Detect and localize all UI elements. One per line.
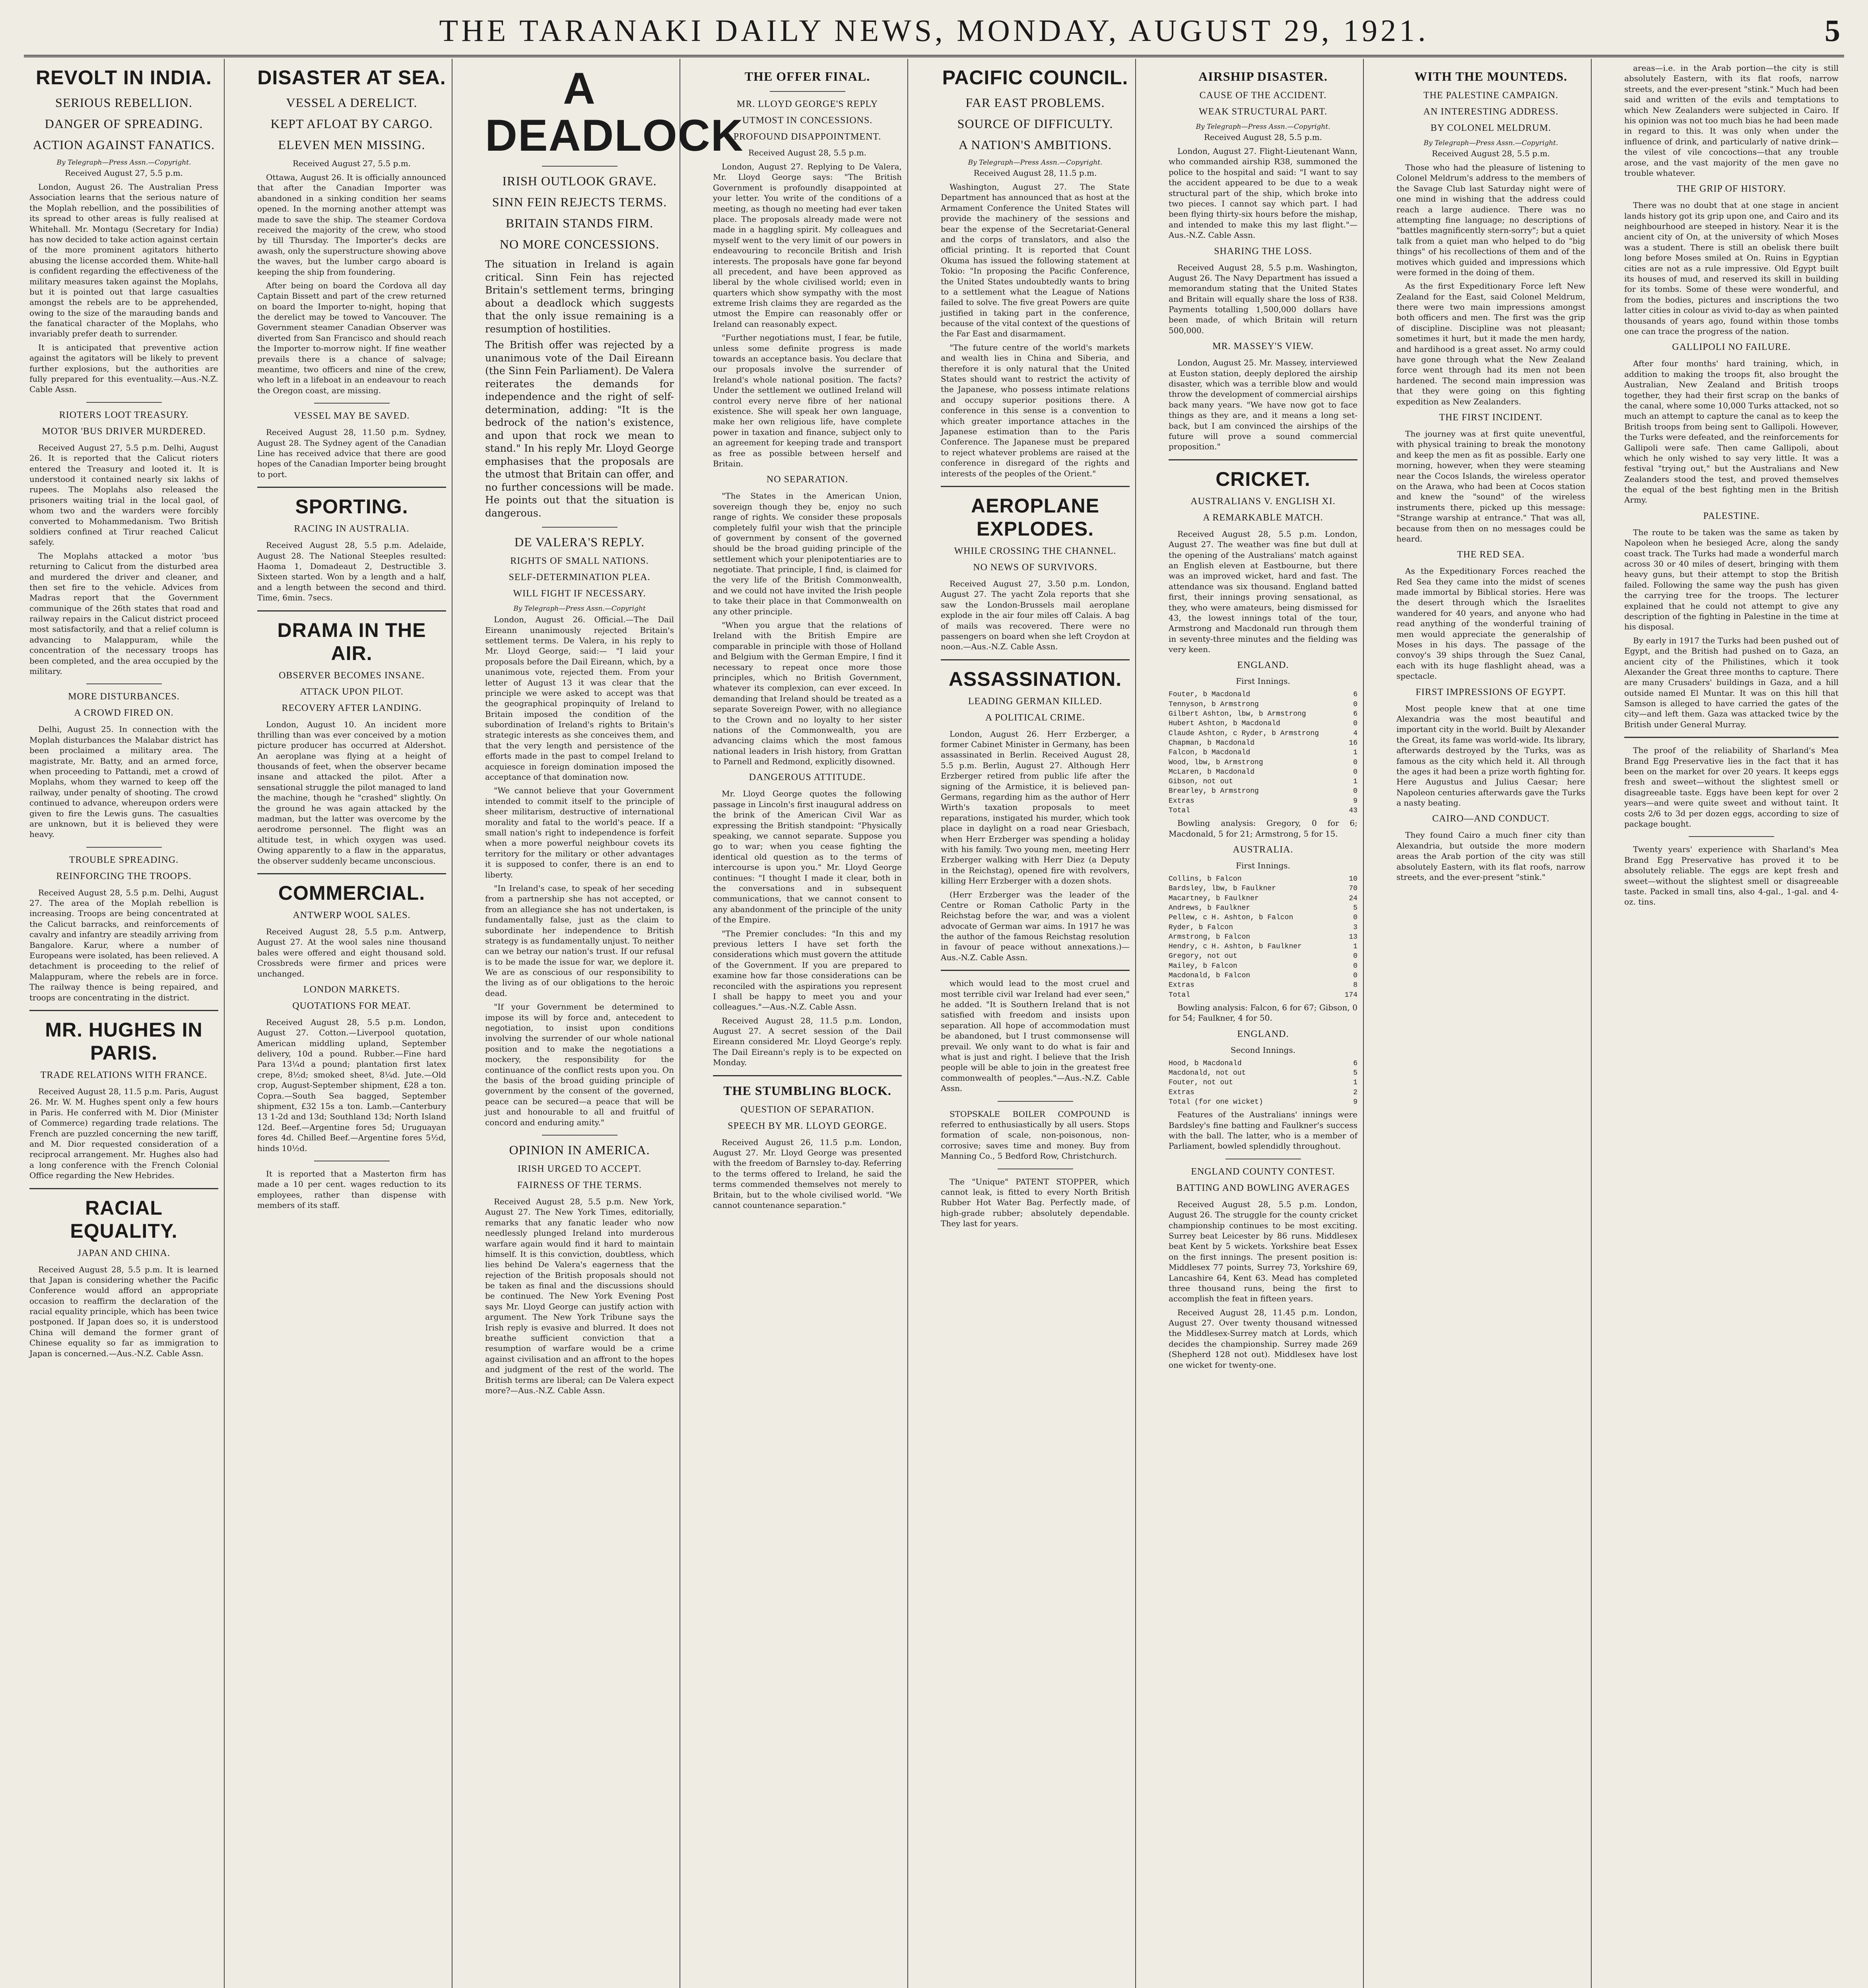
runs-value: 70 — [1349, 885, 1357, 893]
batsman-entry: Total — [1169, 991, 1190, 999]
article-paragraph: Received August 28, 5.5 p.m. Adelaide, August 28. The National Steeples resulted: Haoma 1, Domadeaut 2, Destructible 3. Sixteen started. Won by a length and a half, and a length between the second and third. Time, 6min. 7secs. — [257, 540, 446, 603]
score-row — [1169, 719, 1357, 728]
article-paragraph: "Further negotiations must, I fear, be futile, unless some definite progress is made towards an acceptance basis. You declare that our proposals involve the surrender of Ireland's whole national position. The facts? Under the settlement we outlined Ireland will control every nerve fibre of her national existence. She will speak her own language, make her own religious life, have complete power in taxation and finance, subject only to an agreement for keeping trade and transport as free as possible between herself and Britain. — [713, 333, 902, 468]
subhead: BY COLONEL MELDRUM. — [1430, 123, 1551, 133]
article-paragraph: Received August 28, 5.5 p.m. London, August 27. The weather was fine but dull at the opening of the Australians' match against an English eleven at Eastbourne, but there was an improved wicket, hard and fast. The attendance was six thousand. England batted first, their innings proving sensational, as they, who were amateurs, being dismissed for 43, the lowest innings total of the tour, Armstrong and Macdonald run through them in seventy-three minutes and the fielding was very keen. — [1169, 529, 1357, 654]
article-paragraph: Features of the Australians' innings were Bardsley's fine batting and Faulkner's success with the ball. The latter, who is a member of Parliament, bowled splendidly throughout. — [1169, 1110, 1357, 1151]
subhead: MR. MASSEY'S VIEW. — [1212, 341, 1314, 352]
batsman-entry: Fouter, b Macdonald — [1169, 691, 1251, 699]
headline-racial-equality: RACIAL EQUALITY. — [70, 1196, 178, 1242]
article-paragraph: London, August 27. Flight-Lieutenant Wann, who commanded airship R38, summoned the police to the hospital and said: "I want to say the accident appeared to be due to a weak structural part of the ship, which broke into two pieces. I cannot say which part. I had been flying thirty-six hours before the mishap, and intended to make this my last flight."—Aus.-N.Z. Cable Assn. — [1169, 146, 1357, 240]
batsman-entry: Fouter, not out — [1169, 1079, 1233, 1087]
subhead: A POLITICAL CRIME. — [985, 712, 1085, 723]
runs-value: 0 — [1353, 914, 1357, 922]
article-paragraph: As the first Expeditionary Force left New Zealand for the East, said Colonel Meldrum, there were two main impressions amongst both officers and men. The first was the grip of discipline. Discipline was not pleasant; sometimes it hurt, but it made the men hardy, and hardihood is a great asset. No army could have gone through what the New Zealand force went through had its men not been hardened. The second main impression was that they were going on this fighting expedition as New Zealanders. — [1396, 281, 1585, 406]
subhead: FAR EAST PROBLEMS. — [965, 95, 1105, 110]
divider — [542, 1135, 617, 1136]
batsman-entry: Brearley, b Armstrong — [1169, 787, 1259, 796]
runs-value: 1 — [1353, 749, 1357, 757]
scorecard-team: ENGLAND. — [1237, 1029, 1289, 1039]
subhead: FAIRNESS OF THE TERMS. — [517, 1180, 642, 1190]
article-paragraph: Received August 27, 3.50 p.m. London, August 27. The yacht Zola reports that she saw the London-Brussels mail aeroplane explode in the air four miles off Calais. A bag of mails was recovered. There were no passengers on board when she left Croydon at noon.—Aus.-N.Z. Cable Assn. — [941, 579, 1130, 652]
article-paragraph: London, August 25. Mr. Massey, interviewed at Euston station, deeply deplored the airship disaster, which was a terrible blow and would throw the development of commercial airships back many years. "We have now got to face things as they are, and it means a long set-back, but I am convinced the airships of the future will prove a sound commercial proposition." — [1169, 358, 1357, 452]
batsman-entry: Falcon, b Macdonald — [1169, 749, 1251, 757]
subhead: KEPT AFLOAT BY CARGO. — [270, 116, 433, 131]
article-paragraph: London, August 10. An incident more thrilling than was ever conceived by a motion picture producer has occurred at Aldershot. An aeroplane was flying at a height of thousands of feet, when the observer became insane and attacked the pilot. After a sensational struggle the pilot managed to land the machine, though he "crashed" slightly. On the ground he was again attacked by the madman, but the latter was overcome by the aerodrome personnel. The flight was an altitude test, in which oxygen was used. Owing apparently to a flaw in the apparatus, the observer suddenly became unconscious. — [257, 719, 446, 866]
byline: By Telegraph—Press Assn.—Copyright. — [1423, 139, 1558, 147]
article-paragraph: Received August 28, 11.5 p.m. London, August 27. A secret session of the Dail Eireann considered Mr. Lloyd George's reply. The Dail Eireann's reply is to be expected on Monday. — [713, 1015, 902, 1068]
batsman-entry: Collins, b Falcon — [1169, 875, 1242, 883]
subhead: BATTING AND BOWLING AVERAGES — [1176, 1182, 1350, 1193]
divider — [257, 873, 446, 874]
score-row — [1169, 1078, 1357, 1087]
headline-aeroplane-explodes: AEROPLANE EXPLODES. — [971, 494, 1099, 540]
article-paragraph: Received August 28, 11.50 p.m. Sydney, August 28. The Sydney agent of the Canadian Line has received advice that there are good hopes of the Canadian Importer being brought to port. — [257, 427, 446, 479]
article-paragraph: "The future centre of the world's markets and wealth lies in China and Siberia, and therefore it is only natural that the United States should want to restrict the activity of the Japanese, who possess intimate relations and occupy superior positions there. A conference in this sense is a convention to which greater importance attaches in the Japanese estimation than to the Paris Conference. The Japanese must be prepared to reject whatever problems are raised at the conference in disregard of the rights and interests of the peoples of the Orient." — [941, 342, 1130, 478]
score-row — [1169, 1068, 1357, 1078]
subhead: SINN FEIN REJECTS TERMS. — [492, 195, 667, 210]
article-paragraph: "The Premier concludes: "In this and my previous letters I have set forth the considerations which must govern the attitude of the Government. If you are prepared to examine how far those considerations can be reconciled with the aspirations you represent I shall be happy to meet you and your colleagues."—Aus.-N.Z. Cable Assn. — [713, 928, 902, 1012]
article-paragraph: Received August 28, 5.5 p.m. New York, August 27. The New York Times, editorially, remarks that any fanatic leader who now needlessly plunged Ireland into murderous warfare again would find it hard to maintain himself. It is this conviction, doubtless, which lies behind De Valera's eagerness that the rejection of the British proposals should not be taken as final and the discussions should be continued. The New York Evening Post says Mr. Lloyd George can justify action with argument. The New York Tribune says the Irish reply is evasive and blurred. It does not breathe sufficient conviction that a resumption of warfare would be a crime against civilisation and an affront to the hopes and judgment of the rest of the world. The British terms are liberal; can De Valera expect more?—Aus.-N.Z. Cable Assn. — [485, 1196, 674, 1395]
article-paragraph: "We cannot believe that your Government intended to commit itself to the principle of sheer militarism, destructive of international morality and fatal to the world's peace. If a small nation's right to independence is forfeit when a more powerful neighbour covets its territory for the military or other advantages it is supposed to confer, there is an end to liberty. — [485, 786, 674, 879]
runs-value: 0 — [1353, 787, 1357, 796]
divider — [257, 487, 446, 488]
subhead: A NATION'S AMBITIONS. — [958, 138, 1112, 152]
subhead: FIRST IMPRESSIONS OF EGYPT. — [1416, 687, 1566, 697]
headline-pacific-council: PACIFIC COUNCIL. — [942, 66, 1128, 89]
subhead: REINFORCING THE TROOPS. — [56, 871, 192, 881]
headline-a-deadlock: A DEADLOCK — [485, 64, 744, 160]
batsman-entry: Chapman, b Macdonald — [1169, 739, 1255, 747]
subhead: VESSEL MAY BE SAVED. — [293, 411, 410, 421]
runs-value: 6 — [1353, 691, 1357, 699]
divider — [941, 659, 1130, 660]
score-row — [1169, 932, 1357, 942]
runs-value: 43 — [1349, 807, 1357, 815]
article-paragraph: Received August 28, 11.5 p.m. Paris, August 26. Mr. W. M. Hughes spent only a few hours in Paris. He conferred with M. Dior (Minister of Commerce) regarding trade relations. The French are puzzled concerning the new tariff, and M. Dior requested consideration of a reciprocal arrangement. Mr. Hughes also had a long conference with the French Colonial Office regarding the New Hebrides. — [29, 1087, 218, 1180]
divider — [713, 1075, 902, 1076]
article-paragraph: Received August 28, 5.5 p.m. Antwerp, August 27. At the wool sales nine thousand bales were offered and eight thousand sold. Crossbreds were firmer and prices were unchanged. — [257, 926, 446, 978]
subhead: OBSERVER BECOMES INSANE. — [279, 670, 425, 681]
headline-revolt-in-india: REVOLT IN INDIA. — [36, 66, 212, 89]
batsman-entry: Gibson, not out — [1169, 778, 1233, 786]
subhead: PALESTINE. — [1703, 511, 1760, 521]
subhead: LEADING GERMAN KILLED. — [968, 696, 1103, 707]
runs-value: 2 — [1353, 1088, 1357, 1097]
subhead: ELEVEN MEN MISSING. — [278, 138, 425, 152]
article-paragraph: Received August 28, 11.45 p.m. London, August 27. Over twenty thousand witnessed the Middlesex-Surrey match at Lords, which decides the championship. Surrey made 269 (Shepherd 128 not out). Middlesex have lost one wicket for twenty-one. — [1169, 1307, 1357, 1370]
dateline: Received August 28, 5.5 p.m. — [1204, 132, 1322, 142]
subhead: CAUSE OF THE ACCIDENT. — [1199, 90, 1327, 101]
article-paragraph: Received August 28, 5.5 p.m. Washington, August 26. The Navy Department has issued a memorandum stating that the United States and Britain will equally share the loss of R38. Payments totalling 1,500,000 dollars have been made, of which Britain will return 500,000. — [1169, 262, 1357, 335]
scorecard-innings: First Innings. — [1236, 676, 1290, 686]
divider — [314, 403, 390, 404]
scorecard-team: ENGLAND. — [1237, 660, 1289, 671]
dateline: Received August 28, 5.5 p.m. — [1431, 149, 1550, 158]
subhead: PROFOUND DISAPPOINTMENT. — [733, 132, 882, 142]
score-row — [1169, 971, 1357, 980]
headline-with-the-mounteds: WITH THE MOUNTEDS. — [1414, 69, 1567, 83]
article-paragraph: The Moplahs attacked a motor 'bus returning to Calicut from the disturbed area and murdered the driver and cleaner, and then set fire to the vehicle. Advices from Madras report that the Government communique of the 26th states that road and railway repairs in the Calicut district proceed most satisfactorily, and that a relief column is advancing to Malappuram, while the concentration of the necessary troops has been completed, and the area occupied by the military. — [29, 551, 218, 676]
article-paragraph: London, August 26. The Australian Press Association learns that the serious nature of the Moplah rebellion, and the possibilities of its spread to other areas is fully realised at Whitehall. Mr. Montagu (Secretary for India) has now decided to take action against certain of the more prominent agitators hitherto abusing the license accorded them. White-hall is confident regarding the effectiveness of the military measures taken against the Moplahs, but it is pointed out that large casualties amongst the rebels are to be apprehended, owing to the size of the marauding bands and the fanatical character of the Moplahs, who invariably prefer death to surrender. — [29, 182, 218, 339]
subhead: BRITAIN STANDS FIRM. — [505, 216, 654, 231]
runs-value: 1 — [1353, 778, 1357, 786]
runs-value: 9 — [1353, 1098, 1357, 1106]
article-paragraph: Received August 26, 11.5 p.m. London, August 27. Mr. Lloyd George was presented with the freedom of Barnsley to-day. Referring to the terms offered to Ireland, he said the terms commended themselves not merely to Britain, but to the whole civilised world. "We cannot countenance separation." — [713, 1137, 902, 1210]
article-paragraph: After being on board the Cordova all day Captain Bissett and part of the crew returned on board the Importer to-night, hoping that the derelict may be towed to Vancouver. The Government steamer Canadian Observer was diverted from San Francisco and should reach the Importer to-morrow night. If fine weather prevails there is a chance of salvage; meantime, two officers and nine of the crew, who left in a lifeboat in an endeavour to reach the Oregon coast, are missing. — [257, 280, 446, 395]
divider — [542, 166, 617, 167]
divider — [257, 610, 446, 612]
scorecard-team: AUSTRALIA. — [1233, 845, 1293, 855]
article-paragraph: As the Expeditionary Forces reached the Red Sea they came into the midst of scenes made immortal by Biblical stories. Here was the desert through which the Israelites wandered for 40 years, and anyone who had read anything of the wonderful training of men would appreciate the generalship of Moses in his days. The passage of the convoy's 39 ships through the Suez Canal, each with its huge flashlight ahead, was a spectacle. — [1396, 566, 1585, 681]
runs-value: 3 — [1353, 923, 1357, 932]
score-row — [1169, 894, 1357, 903]
article-paragraph: The journey was at first quite uneventful, with physical training to break the monotony and keep the men as fit as possible. Early one morning, however, when they were steaming near the Cocos Islands, the wireless operator on the Arawa, who had been at Cocos station and knew the "sound" of the wireless instruments there, picked up this message: "Strange warship at entrance." That was all, because from then on no messages could be heard. — [1396, 429, 1585, 544]
runs-value: 13 — [1349, 933, 1357, 941]
runs-value: 0 — [1353, 952, 1357, 961]
runs-value: 10 — [1349, 875, 1357, 883]
batsman-entry: Gilbert Ashton, lbw, b Armstrong — [1169, 710, 1306, 718]
article-paragraph: Received August 27, 5.5 p.m. Delhi, August 26. It is reported that the Calicut rioters entered the Treasury and looted it. It is understood it contained nearly six lakhs of rupees. The Moplahs also released the prisoners waiting trial in the local gaol, of whom two and the warders were forcibly converted to Mohammedanism. Two British soldiers confined at Tirur reached Calicut safely. — [29, 443, 218, 547]
score-row — [1169, 777, 1357, 786]
dateline: Received August 27, 5.5 p.m. — [64, 168, 183, 178]
score-row — [1169, 1097, 1357, 1107]
subhead: JAPAN AND CHINA. — [77, 1248, 171, 1258]
runs-value: 16 — [1349, 739, 1357, 747]
batsman-entry: Hood, b Macdonald — [1169, 1059, 1242, 1068]
batsman-entry: Macartney, b Faulkner — [1169, 894, 1259, 903]
subhead: A REMARKABLE MATCH. — [1203, 512, 1323, 523]
subhead: NO MORE CONCESSIONS. — [499, 237, 660, 252]
article-paragraph: areas—i.e. in the Arab portion—the city is still absolutely Eastern, with its flat roofs, narrow streets, and the ever-present "stink." Much had been said and written of the evils and temptations to which New Zealanders were subjected in Cairo. If his opinion was not too much bias he had been made in regard to this. It was only when under the influence of drink, and particularly of native drink—the vilest of vile concoctions—that any trouble arose, and the vast majority of the men gave no trouble whatever. — [1624, 63, 1839, 178]
runs-value: 1 — [1353, 1079, 1357, 1087]
article-paragraph: (Herr Erzberger was the leader of the Centre or Roman Catholic Party in the Reichstag before the war, and was a violent advocate of German war aims. In 1917 he was the author of the famous Reichstag resolution in favour of peace without annexations.)—Aus.-N.Z. Cable Assn. — [941, 889, 1130, 962]
masthead — [24, 7, 1844, 57]
advertisement: The proof of the reliability of Sharland's Mea Brand Egg Preservative lies in the fact that it has been on the market for over 20 years. It keeps eggs fresh and sweet—without the slightest smell or disagreeable taste. Eggs have been kept for over 2 years—and were quite sweet and without taint. It costs 2/6 to 3d per dozen eggs, according to size of package bought. — [1624, 746, 1839, 829]
column-7 — [1391, 59, 1592, 1988]
runs-value: 9 — [1353, 797, 1357, 805]
divider — [86, 683, 162, 684]
subhead: MR. LLOYD GEORGE'S REPLY — [736, 99, 878, 109]
article-paragraph: "If your Government be determined to impose its will by force and, antecedent to negotiation, to insist upon conditions involving the surrender of our whole national position and to make the negotiations a mockery, the responsibility for the continuance of the conflict rests upon you. On the basis of the broad guiding principle of government by the consent of the governed, peace can be secured—a peace that will be just and honourable to all and fruitful of concord and enduring amity." — [485, 1002, 674, 1127]
batsman-entry: Bardsley, lbw, b Faulkner — [1169, 885, 1276, 893]
subhead: THE GRIP OF HISTORY. — [1677, 184, 1786, 194]
subhead: SHARING THE LOSS. — [1214, 246, 1312, 256]
runs-value: 0 — [1353, 962, 1357, 970]
runs-value: 174 — [1344, 991, 1357, 999]
subhead: SPEECH BY MR. LLOYD GEORGE. — [728, 1120, 887, 1131]
runs-value: 6 — [1353, 1059, 1357, 1068]
article-paragraph: They found Cairo a much finer city than Alexandria, but outside the more modern areas the Arab portion of the city was still absolutely Eastern, with its flat roofs, narrow streets, and the ever-present "stink." — [1396, 830, 1585, 882]
subhead: QUOTATIONS FOR MEAT. — [292, 1000, 411, 1011]
batsman-entry: Extras — [1169, 981, 1194, 990]
runs-value: 24 — [1349, 894, 1357, 903]
score-row — [1169, 942, 1357, 951]
subhead: AN INTERESTING ADDRESS. — [1423, 107, 1559, 117]
score-row — [1169, 806, 1357, 815]
subhead: MOTOR 'BUS DRIVER MURDERED. — [42, 426, 206, 437]
batsman-entry: Claude Ashton, c Ryder, b Armstrong — [1169, 729, 1319, 738]
batsman-entry: Armstrong, b Falcon — [1169, 933, 1251, 941]
headline-drama-in-the-air: DRAMA IN THE AIR. — [277, 619, 426, 664]
batsman-entry: McLaren, b Macdonald — [1169, 768, 1255, 776]
article-paragraph: "When you argue that the relations of Ireland with the British Empire are comparable in principle with those of Holland and Belgium with the German Empire, I find it necessary to repeat once more those principles, which no British Government, whatever its complexion, can ever exceed. In demanding that Ireland should be treated as a separate Sovereign Power, with no allegiance to the Crown and no loyalty to her sister nations of the Commonwealth, you are advancing claims which the most famous national leaders in Irish history, from Grattan to Parnell and Redmond, explicitly disowned. — [713, 620, 902, 767]
headline-cricket: CRICKET. — [1216, 468, 1311, 490]
article-paragraph: Those who had the pleasure of listening to Colonel Meldrum's address to the members of the Savage Club last Saturday night were of one mind in wishing that the address could reach a large audience. There was no attempting fine language; no descriptions of "battles magnificently stern-sorry"; but a quiet talk from a quiet man who helped to do "big things" of his recollections of them and of the motives which guided and impressions which were formed in the doing of them. — [1396, 163, 1585, 277]
masthead-title: THE TARANAKI DAILY NEWS, MONDAY, AUGUST 29, 1921. — [439, 13, 1429, 48]
column-8 — [1619, 59, 1844, 1988]
subhead: THE PALESTINE CAMPAIGN. — [1423, 90, 1559, 101]
subhead: MORE DISTURBANCES. — [68, 691, 180, 702]
article-paragraph: Received August 28, 5.5 p.m. Delhi, August 27. The area of the Moplah rebellion is increasing. Troops are being concentrated at the Calicut barracks, and reinforcements of cavalry and infantry are steadily arriving from Bangalore. Karur, where a number of Europeans were isolated, has been relieved. A detachment is proceeding to the relief of Malappuram, where the rebels are in force. The railway thence is being repaired, and troops are concentrating in the district. — [29, 887, 218, 1002]
scorecard-england-first — [1169, 690, 1357, 815]
subhead: NO NEWS OF SURVIVORS. — [973, 562, 1097, 573]
article-paragraph: Bowling analysis: Gregory, 0 for 6; Macdonald, 5 for 21; Armstrong, 5 for 15. — [1169, 818, 1357, 839]
divider — [1169, 459, 1357, 460]
score-row — [1169, 796, 1357, 806]
article-paragraph: Washington, August 27. The State Department has announced that as host at the Armament Conference the United States will provide the machinery of the sessions and bear the expense of the Secretariat-General and the corps of translators, and also the official printing. It is reported that Count Okuma has issued the following statement at Tokio: "In proposing the Pacific Conference, the United States undoubtedly wants to bring to a settlement what the League of Nations failed to solve. The five great Powers are quite justified in taking part in the conference, because of the vital context of the questions of the Far East and disarmament. — [941, 182, 1130, 339]
scorecard-australia-first — [1169, 874, 1357, 1000]
columns — [24, 59, 1844, 1988]
divider — [1624, 737, 1839, 738]
batsman-entry: Total (for one wicket) — [1169, 1098, 1263, 1106]
subhead: TRADE RELATIONS WITH FRANCE. — [40, 1070, 208, 1080]
subhead: GALLIPOLI NO FAILURE. — [1672, 342, 1791, 353]
subhead: DE VALERA'S REPLY. — [514, 535, 645, 549]
subhead: ATTACK UPON PILOT. — [300, 686, 404, 697]
subhead: AUSTRALIANS V. ENGLISH XI. — [1190, 496, 1336, 507]
batsman-entry: Extras — [1169, 1088, 1194, 1097]
divider — [770, 91, 845, 92]
advertisement: The "Unique" PATENT STOPPER, which cannot leak, is fitted to every North British Rubber Hot Water Bag. Perfectly made, of high-grade rubber; absolutely dependable. They last for years. — [941, 1176, 1130, 1229]
runs-value: 5 — [1353, 1069, 1357, 1077]
score-row — [1169, 923, 1357, 932]
column-5 — [935, 59, 1136, 1988]
article-paragraph: London, August 26. Herr Erzberger, a former Cabinet Minister in Germany, has been assassinated in Berlin. Received August 28, 5.5 p.m. Berlin, August 27. Although Herr Erzberger retired from public life after the signing of the Armistice, it is believed pan-Germans, regarding him as the author of Herr Wirth's taxation proposals to meet reparations, instigated his murder, which took place in daylight on a road near Griesbach, when Herr Erzberger was spending a holiday with his family. Two young men, meeting Herr Erzberger walking with Herr Diez (a Deputy in the Reichstag), opened fire with revolvers, killing Herr Erzberger with a dozen shots. — [941, 729, 1130, 886]
subhead: SELF-DETERMINATION PLEA. — [509, 572, 650, 583]
runs-value: 0 — [1353, 768, 1357, 776]
batsman-entry: Total — [1169, 807, 1190, 815]
dateline: Received August 28, 11.5 p.m. — [973, 168, 1097, 178]
subhead: DANGER OF SPREADING. — [45, 116, 203, 131]
advertisement: STOPSKALE BOILER COMPOUND is referred to enthusiastically by all users. Stops formation of scale, non-poisonous, non-corrosive; saves time and money. Buy from Manning Co., 5 Bedford Row, Christchurch. — [941, 1109, 1130, 1161]
lead-paragraph: The British offer was rejected by a unanimous vote of the Dail Eireann (the Sinn Fein Parliament). De Valera reiterates the demands for independence and the right of self-determination, adding: "It is the bedrock of the nation's existence, and upon that rock we mean to stand." In his reply Mr. Lloyd George emphasises that the proposals are the utmost that Britain can offer, and no further concessions will be made. He points out that the situation is dangerous. — [485, 339, 674, 519]
headline-mr-hughes-in-paris: MR. HUGHES IN PARIS. — [45, 1019, 203, 1064]
subhead: SOURCE OF DIFFICULTY. — [957, 116, 1113, 131]
subhead: WILL FIGHT IF NECESSARY. — [513, 588, 646, 599]
headline-disaster-at-sea: DISASTER AT SEA. — [257, 66, 446, 89]
article-paragraph: There was no doubt that at one stage in ancient lands history got its grip upon one, and Cairo and its neighbourhood are steeped in history. Near it is the ancient city of On, at the university of which Moses was a student. There is still an obelisk there built long before Moses smiled at On. Ruins in Egyptian cities are not as a rule impressive. Old Egypt built its houses of mud, and reserved its skill in building for its tombs. Some of these were wonderful, and from the bodies, pictures and inscriptions the two latter cities in colour as vivid to-day as when painted thousands of years ago, found within those tombs one can trace the progress of the nation. — [1624, 200, 1839, 336]
column-3 — [480, 59, 744, 1988]
batsman-entry: Extras — [1169, 797, 1194, 805]
divider — [29, 1188, 218, 1189]
subhead: ACTION AGAINST FANATICS. — [33, 138, 215, 152]
byline: By Telegraph—Press Assn.—Copyright. — [56, 159, 191, 167]
batsman-entry: Tennyson, b Armstrong — [1169, 700, 1259, 709]
score-row — [1169, 951, 1357, 961]
divider — [29, 1010, 218, 1011]
score-row — [1169, 1059, 1357, 1068]
article-paragraph: It is anticipated that preventive action against the agitators will be likely to prevent further explosions, but the authorities are fully prepared for this eventuality.—Aus.-N.Z. Cable Assn. — [29, 342, 218, 394]
dateline: Received August 27, 5.5 p.m. — [292, 159, 411, 168]
score-row — [1169, 786, 1357, 796]
batsman-entry: Ryder, b Falcon — [1169, 923, 1233, 932]
divider — [86, 402, 162, 403]
score-row — [1169, 913, 1357, 922]
article-paragraph: It is reported that a Masterton firm has made a 10 per cent. wages reduction to its employees, rather than dispense with members of its staff. — [257, 1169, 446, 1210]
subhead: TROUBLE SPREADING. — [69, 854, 179, 865]
byline: By Telegraph—Press Assn.—Copyright. — [1196, 123, 1330, 131]
column-6 — [1163, 59, 1364, 1988]
subhead: WEAK STRUCTURAL PART. — [1198, 107, 1328, 117]
byline: By Telegraph—Press Assn.—Copyright. — [968, 159, 1103, 167]
advertisement: Twenty years' experience with Sharland's Mea Brand Egg Preservative has proved it to be absolutely reliable. The eggs are kept fresh and sweet—without the slightest smell or disagreeable taste. Packed in small tins, also 4-gal., 1-gal. and 4-oz. tins. — [1624, 845, 1839, 907]
batsman-entry: Hendry, c H. Ashton, b Faulkner — [1169, 943, 1302, 951]
scorecard-england-second — [1169, 1059, 1357, 1107]
article-paragraph: "In Ireland's case, to speak of her seceding from a partnership she has not accepted, or from an allegiance she has not undertaken, is fundamentally false, just as the claim to subordinate her independence to British strategy is as fundamentally unjust. To neither can we betray our nation's trust. If our refusal is to be made the issue for war, we deplore it. We are as conscious of our responsibility to the living as of our obligations to the heroic dead. — [485, 883, 674, 998]
divider — [1689, 836, 1775, 837]
batsman-entry: Macdonald, b Falcon — [1169, 972, 1251, 980]
subhead: WHILE CROSSING THE CHANNEL. — [954, 546, 1117, 556]
batsman-entry: Hubert Ashton, b Macdonald — [1169, 720, 1280, 728]
batsman-entry: Gregory, not out — [1169, 952, 1237, 961]
batsman-entry: Mailey, b Falcon — [1169, 962, 1237, 970]
article-paragraph: Bowling analysis: Falcon, 6 for 67; Gibson, 0 for 54; Faulkner, 4 for 50. — [1169, 1002, 1357, 1023]
column-2 — [252, 59, 452, 1988]
subhead: ANTWERP WOOL SALES. — [293, 910, 411, 920]
subhead: UTMOST IN CONCESSIONS. — [742, 115, 873, 126]
score-row — [1169, 903, 1357, 913]
score-row — [1169, 709, 1357, 719]
article-paragraph: London, August 27. Replying to De Valera, Mr. Lloyd George says: "The British Government is profoundly disappointed at your letter. You write of the conditions of a meeting, as though no meeting had ever taken place. The proposals already made were not made in a haggling spirit. My colleagues and myself went to the very limit of our powers in endeavouring to reconcile British and Irish interests. The proposals have gone far beyond all precedent, and have been approved as liberal by the whole civilised world; even in quarters which show sympathy with the most extreme Irish claims they are regarded as the utmost the Empire can reasonably offer or Ireland can reasonably expect. — [713, 162, 902, 329]
runs-value: 0 — [1353, 972, 1357, 980]
subhead: DANGEROUS ATTITUDE. — [749, 772, 866, 783]
score-row — [1169, 961, 1357, 971]
subhead: VESSEL A DERELICT. — [286, 95, 417, 110]
divider — [998, 1101, 1073, 1102]
byline: By Telegraph—Press Assn.—Copyright — [513, 605, 646, 613]
headline-airship-disaster: AIRSHIP DISASTER. — [1198, 69, 1328, 83]
subhead: OPINION IN AMERICA. — [509, 1142, 650, 1157]
score-row — [1169, 767, 1357, 777]
score-row — [1169, 980, 1357, 990]
article-paragraph: which would lead to the most cruel and most terrible civil war Ireland had ever seen," he added. "It is Southern Ireland that is not satisfied with freedom and insists upon separation. All hope of accommodation must be abandoned, but I trust commonsense will prevail. We only want to do what is fair and what is just and right. I believe that the Irish people will be able to join in the greatest free commonwealth of peoples."—Aus.-N.Z. Cable Assn. — [941, 978, 1130, 1093]
subhead: CAIRO—AND CONDUCT. — [1432, 813, 1550, 824]
runs-value: 0 — [1353, 700, 1357, 709]
score-row — [1169, 884, 1357, 893]
subhead: ENGLAND COUNTY CONTEST. — [1191, 1166, 1335, 1177]
batsman-entry: Pellew, c H. Ashton, b Falcon — [1169, 914, 1293, 922]
article-paragraph: Ottawa, August 26. It is officially announced that after the Canadian Importer was abandoned in a sinking condition her seams opened. In the morning another attempt was made to save the ship. The steamer Cordova received the majority of the crew, who stood by till Thursday. The Importer's decks are awash, only the superstructure showing above the waves, but the lumber cargo aboard is keeping the ship from foundering. — [257, 173, 446, 277]
article-paragraph: By early in 1917 the Turks had been pushed out of Egypt, and the British had pushed on to Gaza, an ancient city of the Philistines, which it took Alexander the Great three months to capture. There are many Crusaders' buildings in Gaza, and a hill outside named El Muntar. It was on this hill that Samson is alleged to have carried the gates of the city—and left them. Gaza was attacked twice by the British under General Murray. — [1624, 635, 1839, 729]
divider — [941, 486, 1130, 487]
runs-value: 1 — [1353, 943, 1357, 951]
runs-value: 0 — [1353, 720, 1357, 728]
subhead: IRISH OUTLOOK GRAVE. — [502, 174, 657, 188]
divider — [542, 527, 617, 528]
subhead: RACING IN AUSTRALIA. — [294, 524, 410, 534]
scorecard-innings: Second Innings. — [1230, 1045, 1296, 1055]
score-row — [1169, 738, 1357, 748]
headline-commercial: COMMERCIAL. — [278, 881, 425, 904]
subhead: QUESTION OF SEPARATION. — [740, 1104, 874, 1115]
headline-assassination: ASSASSINATION. — [948, 668, 1122, 690]
score-row — [1169, 748, 1357, 757]
article-paragraph: Received August 28, 5.5 p.m. London, August 27. Cotton.—Liverpool quotation, American middling upland, September delivery, 10d a pound. Rubber.—Fine hard Para 13¼d a pound; plantation first latex crepe, 8½d; smoked sheet, 8¼d. Jute.—Old crop, August-September shipment, £28 a ton. Copra.—South Sea bagged, September shipment, £32 15s a ton. Lamb.—Canterbury 13 1-2d and 13d; Southland 13d; North Island 12d. Beef.—Argentine fores 5d; Uruguayan fores 4d. Chilled Beef.—Argentine fores 5½d, hinds 10½d. — [257, 1017, 446, 1153]
column-1 — [24, 59, 225, 1988]
article-paragraph: After four months' hard training, which, in addition to making the troops fit, also brought the Australian, New Zealand and British troops together, they had their first scrap on the banks of the canal, where some 10,000 Turks attacked, not so much an attempt to capture the canal as to keep the British troops from being sent to Gallipoli. However, the Turks were defeated, and the reinforcements for Gallipoli were safe. Then came Gallipoli, about which he only wished to say very little. It was a festival "trying out," but the Australians and New Zealanders stood the test, and proved themselves the equal of the best fighting men in the British Army. — [1624, 359, 1839, 505]
lead-paragraph: The situation in Ireland is again critical. Sinn Fein has rejected Britain's settlement terms, bringing about a deadlock which suggests that the only issue remaining is a resumption of hostilities. — [485, 258, 674, 335]
score-row — [1169, 990, 1357, 1000]
article-paragraph: London, August 26. Official.—The Dail Eireann unanimously rejected Britain's settlement terms. De Valera, in his reply to Mr. Lloyd George, said:— "I laid your proposals before the Dail Eireann, which, by a unanimous vote, rejected them. From your letter of August 13 it was clear that the principle we were asked to accept was that the geographical propinquity of Ireland to Britain imposed the condition of the subordination of Ireland's rights to Britain's strategic interests as she conceives them, and that the very length and persistence of the efforts made in the past to compel Ireland to acquiesce in foreign domination imposed the acceptance of that domination now. — [485, 615, 674, 782]
article-paragraph: Received August 28, 5.5 p.m. It is learned that Japan is considering whether the Pacific Conference would afford an appropriate occasion to reaffirm the declaration of the racial equality principle, which has been twice postponed. If Japan does so, it is understood China will demand the former grant of Chinese equality so far as immigration to Japan is concerned.—Aus.-N.Z. Cable Assn. — [29, 1264, 218, 1358]
article-paragraph: Received August 28, 5.5 p.m. London, August 26. The struggle for the county cricket championship continues to be most exciting. Surrey beat Leicester by 86 runs. Middlesex beat Kent by 5 wickets. Yorkshire beat Essex on the first innings. The present position is: Middlesex 77 points, Surrey 73, Yorkshire 69, Lancashire 64, Kent 63. Mead has completed three thousand runs, being the first to accomplish the feat in fifteen years. — [1169, 1199, 1357, 1304]
article-paragraph: The route to be taken was the same as taken by Napoleon when he besieged Acre, along the sandy coast track. The Turks had made a wonderful march across 30 or 40 miles of desert, bringing with them heavy guns, but their attempt to stop the British failed. Following the same way the push has given the carrying tree for the troops. The lecturer explained that he could not attempt to give any description of the fighting in Palestine in the time at his disposal. — [1624, 527, 1839, 632]
dateline: Received August 28, 5.5 p.m. — [748, 148, 867, 157]
headline-the-offer-final: THE OFFER FINAL. — [744, 69, 870, 83]
subhead: NO SEPARATION. — [766, 474, 849, 485]
subhead: A CROWD FIRED ON. — [74, 708, 174, 718]
divider — [941, 970, 1130, 971]
article-paragraph: Mr. Lloyd George quotes the following passage in Lincoln's first inaugural address on the brink of the American Civil War as expressing the British standpoint: "Physically speaking, we cannot separate. Suppose you go to war; when you cease fighting the identical old question as to the terms of intercourse is upon you." Mr. Lloyd George continues: "I thought I made it clear, both in the conversations and in subsequent communications, that we cannot consent to any abandonment of the principle of the unity of the Empire. — [713, 789, 902, 925]
headline-the-stumbling-block: THE STUMBLING BLOCK. — [723, 1083, 891, 1098]
batsman-entry: Wood, lbw, b Armstrong — [1169, 758, 1263, 767]
subhead: SERIOUS REBELLION. — [55, 95, 193, 110]
page-number: 5 — [1825, 13, 1840, 48]
score-row — [1169, 729, 1357, 738]
score-row — [1169, 874, 1357, 884]
runs-value: 6 — [1353, 710, 1357, 718]
batsman-entry: Macdonald, not out — [1169, 1069, 1246, 1077]
subhead: THE RED SEA. — [1457, 549, 1525, 560]
column-4 — [707, 59, 908, 1988]
scorecard-innings: First Innings. — [1236, 861, 1290, 871]
runs-value: 5 — [1353, 904, 1357, 912]
subhead: RIGHTS OF SMALL NATIONS. — [510, 556, 649, 567]
subhead: RIOTERS LOOT TREASURY. — [59, 410, 189, 420]
subhead: LONDON MARKETS. — [303, 984, 400, 995]
score-row — [1169, 1088, 1357, 1097]
article-paragraph: "The States in the American Union, sovereign though they be, enjoy no such range of rights. We consider these proposals completely fulfil your wish that the principle of government by consent of the governed should be the broad guiding principle of the settlement which your plenipotentiaries are to negotiate. That principle, I find, is claimed for the very life of the British Commonwealth, and we could not have invited the Irish people to take their place in that Commonwealth on any other principle. — [713, 491, 902, 616]
subhead: THE FIRST INCIDENT. — [1439, 412, 1543, 423]
runs-value: 8 — [1353, 981, 1357, 990]
score-row — [1169, 758, 1357, 767]
article-paragraph: Most people knew that at one time Alexandria was the most beautiful and important city in the world. Built by Alexander the Great, its fame was world-wide. Its library, afterwards destroyed by the Turks, was as famous as the city which held it. All through the ages it had been a prize worth fighting for. Here Augustus and Julius Caesar; here Napoleon centuries afterwards gave the Turks a nasty beating. — [1396, 703, 1585, 808]
article-paragraph: Delhi, August 25. In connection with the Moplah disturbances the Malabar district has been proclaimed a military area. The magistrate, Mr. Batty, and an armed force, when proceeding to Pattandi, met a crowd of Moplahs, whom they warned to keep off the railway, under penalty of shooting. The crowd continued to advance, whereupon orders were given to fire the Lewis guns. The casualties are unknown, but it is believed they were heavy. — [29, 724, 218, 839]
divider — [86, 847, 162, 848]
headline-sporting: SPORTING. — [295, 495, 408, 518]
batsman-entry: Andrews, b Faulkner — [1169, 904, 1251, 912]
runs-value: 4 — [1353, 729, 1357, 738]
subhead: IRISH URGED TO ACCEPT. — [517, 1163, 642, 1174]
score-row — [1169, 690, 1357, 699]
subhead: RECOVERY AFTER LANDING. — [282, 703, 422, 713]
score-row — [1169, 700, 1357, 709]
runs-value: 0 — [1353, 758, 1357, 767]
